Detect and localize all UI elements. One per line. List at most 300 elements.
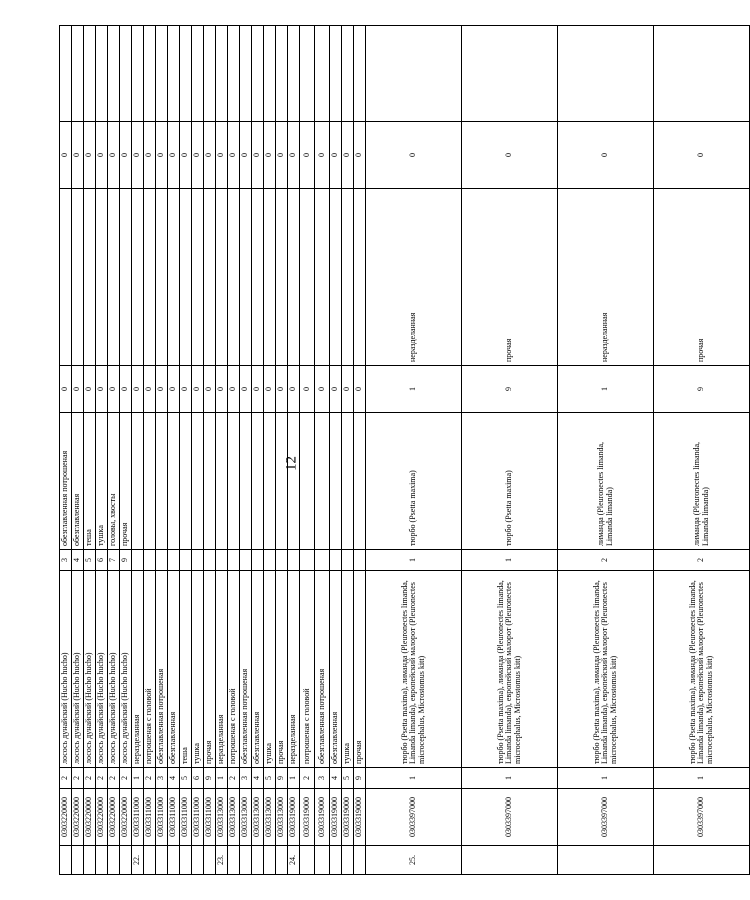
cell-d1: прочая	[276, 571, 288, 768]
cell-code: 0303220000	[120, 789, 132, 846]
cell-d3	[330, 189, 342, 366]
cell-empty	[654, 26, 750, 122]
table-row	[72, 26, 84, 875]
cell-num	[330, 846, 342, 875]
cell-v1: 0	[120, 366, 132, 413]
table-row	[366, 26, 462, 875]
cell-l2	[342, 550, 354, 571]
table-row	[96, 26, 108, 875]
cell-v2: 0	[558, 122, 654, 189]
cell-code: 0303220000	[96, 789, 108, 846]
cell-d2	[354, 413, 366, 550]
cell-num: 24.	[288, 846, 300, 875]
cell-d3: неразделанная	[558, 189, 654, 366]
cell-l1: 5	[264, 768, 276, 789]
cell-v1: 0	[240, 366, 252, 413]
cell-empty	[204, 26, 216, 122]
cell-l1: 3	[156, 768, 168, 789]
cell-empty	[240, 26, 252, 122]
cell-l1: 2	[72, 768, 84, 789]
cell-d3: прочая	[462, 189, 558, 366]
cell-l2	[315, 550, 330, 571]
cell-empty	[192, 26, 204, 122]
cell-code: 0303397000	[366, 789, 462, 846]
cell-d3	[120, 189, 132, 366]
cell-v1: 0	[60, 366, 72, 413]
cell-empty	[276, 26, 288, 122]
cell-code: 0303311000	[204, 789, 216, 846]
cell-d1: тюрбо (Psetta maxima), лиманда (Pleuronectes limanda, Limanda limanda), европейский малорот (Pleuronectes microcephalus, Microstomus kitt)	[462, 571, 558, 768]
table-row	[264, 26, 276, 875]
cell-d3	[252, 189, 264, 366]
table-row	[330, 26, 342, 875]
cell-num	[156, 846, 168, 875]
cell-l2	[276, 550, 288, 571]
cell-num	[84, 846, 96, 875]
cell-code: 0303311000	[156, 789, 168, 846]
table-row	[204, 26, 216, 875]
cell-d1: лосось дунайский (Hucho hucho)	[108, 571, 120, 768]
cell-empty	[144, 26, 156, 122]
cell-empty	[342, 26, 354, 122]
cell-code: 0303319000	[288, 789, 300, 846]
cell-v2: 0	[156, 122, 168, 189]
table-row	[132, 26, 144, 875]
cell-d1: лосось дунайский (Hucho hucho)	[60, 571, 72, 768]
cell-d2	[144, 413, 156, 550]
cell-d1: теша	[180, 571, 192, 768]
cell-num	[144, 846, 156, 875]
cell-l1: 2	[120, 768, 132, 789]
cell-d3	[72, 189, 84, 366]
cell-d3	[132, 189, 144, 366]
cell-code: 0303311000	[180, 789, 192, 846]
table-row	[558, 26, 654, 875]
cell-code: 0303319000	[342, 789, 354, 846]
cell-d2: тешa	[84, 413, 96, 550]
table-row	[108, 26, 120, 875]
cell-d2: прочая	[120, 413, 132, 550]
cell-l1: 2	[60, 768, 72, 789]
cell-v1: 0	[342, 366, 354, 413]
cell-l1: 2	[84, 768, 96, 789]
cell-v1: 9	[654, 366, 750, 413]
cell-d2: головы, хвосты	[108, 413, 120, 550]
table-row	[354, 26, 366, 875]
cell-v2: 0	[330, 122, 342, 189]
cell-d3	[96, 189, 108, 366]
cell-empty	[96, 26, 108, 122]
cell-code: 0303319000	[330, 789, 342, 846]
cell-d1: потрошеная с головой	[300, 571, 315, 768]
cell-l2: 2	[558, 550, 654, 571]
cell-code: 0303220000	[72, 789, 84, 846]
cell-num	[264, 846, 276, 875]
cell-l1: 4	[168, 768, 180, 789]
cell-num	[96, 846, 108, 875]
cell-l1: 2	[108, 768, 120, 789]
cell-v2: 0	[252, 122, 264, 189]
cell-empty	[315, 26, 330, 122]
cell-l1: 1	[216, 768, 228, 789]
cell-code: 0303319000	[300, 789, 315, 846]
table-row	[168, 26, 180, 875]
cell-d1: лосось дунайский (Hucho hucho)	[84, 571, 96, 768]
cell-d2: тюрбо (Psetta maxima)	[462, 413, 558, 550]
cell-l1: 1	[288, 768, 300, 789]
cell-l2	[240, 550, 252, 571]
cell-v2: 0	[342, 122, 354, 189]
cell-d1: лосось дунайский (Hucho hucho)	[120, 571, 132, 768]
cell-l2	[354, 550, 366, 571]
cell-l1: 9	[204, 768, 216, 789]
cell-l2: 9	[120, 550, 132, 571]
cell-num	[204, 846, 216, 875]
cell-d1: обезглавленная потрошеная	[240, 571, 252, 768]
cell-l1: 1	[558, 768, 654, 789]
cell-v2: 0	[216, 122, 228, 189]
cell-d1: лосось дунайский (Hucho hucho)	[72, 571, 84, 768]
cell-d1: обезглавленная потрошеная	[315, 571, 330, 768]
cell-d1: тушка	[192, 571, 204, 768]
cell-v1: 0	[180, 366, 192, 413]
cell-code: 0303397000	[462, 789, 558, 846]
cell-d3	[342, 189, 354, 366]
cell-v2: 0	[132, 122, 144, 189]
cell-d2: тюрбо (Psetta maxima)	[366, 413, 462, 550]
cell-v1: 0	[330, 366, 342, 413]
cell-d1: лосось дунайский (Hucho hucho)	[96, 571, 108, 768]
cell-l2	[132, 550, 144, 571]
cell-empty	[558, 26, 654, 122]
cell-d2	[168, 413, 180, 550]
cell-empty	[132, 26, 144, 122]
table-row	[252, 26, 264, 875]
table-row	[180, 26, 192, 875]
cell-v2: 0	[144, 122, 156, 189]
page-number: 12	[283, 456, 300, 471]
cell-v2: 0	[300, 122, 315, 189]
cell-d3	[108, 189, 120, 366]
cell-v1: 0	[216, 366, 228, 413]
cell-num	[354, 846, 366, 875]
cell-d1: неразделанная	[288, 571, 300, 768]
cell-v2: 0	[72, 122, 84, 189]
cell-v1: 1	[558, 366, 654, 413]
cell-d1: неразделанная	[216, 571, 228, 768]
table-row	[342, 26, 354, 875]
cell-empty	[330, 26, 342, 122]
cell-num	[120, 846, 132, 875]
table-row	[60, 26, 72, 875]
cell-d3	[315, 189, 330, 366]
table-row	[84, 26, 96, 875]
cell-v1: 0	[354, 366, 366, 413]
cell-d3	[354, 189, 366, 366]
cell-v2: 0	[192, 122, 204, 189]
cell-l2	[330, 550, 342, 571]
cell-code: 0303313000	[240, 789, 252, 846]
cell-l2	[288, 550, 300, 571]
cell-code: 0303313000	[252, 789, 264, 846]
cell-l2	[144, 550, 156, 571]
table-row	[654, 26, 750, 875]
cell-v1: 1	[366, 366, 462, 413]
cell-d1: потрошеная с головой	[228, 571, 240, 768]
cell-v2: 0	[288, 122, 300, 189]
cell-d2	[156, 413, 168, 550]
cell-empty	[84, 26, 96, 122]
cell-d3	[204, 189, 216, 366]
cell-code: 0303313000	[264, 789, 276, 846]
cell-d1: прочая	[354, 571, 366, 768]
cell-code: 0303397000	[558, 789, 654, 846]
cell-code: 0303313000	[216, 789, 228, 846]
cell-d1: прочая	[204, 571, 216, 768]
cell-v1: 0	[252, 366, 264, 413]
cell-empty	[108, 26, 120, 122]
cell-l1: 2	[300, 768, 315, 789]
cell-code: 0303220000	[60, 789, 72, 846]
cell-v1: 0	[144, 366, 156, 413]
cell-code: 0303311000	[168, 789, 180, 846]
cell-v2: 0	[462, 122, 558, 189]
cell-num: 22.	[132, 846, 144, 875]
cell-d3	[180, 189, 192, 366]
cell-num	[276, 846, 288, 875]
cell-v2: 0	[84, 122, 96, 189]
cell-l1: 3	[315, 768, 330, 789]
cell-empty	[264, 26, 276, 122]
cell-empty	[366, 26, 462, 122]
table-row	[240, 26, 252, 875]
cell-num: 23.	[216, 846, 228, 875]
cell-l2	[180, 550, 192, 571]
cell-l1: 2	[228, 768, 240, 789]
cell-v1: 0	[132, 366, 144, 413]
cell-l1: 1	[132, 768, 144, 789]
cell-d3: неразделанная	[366, 189, 462, 366]
cell-v2: 0	[315, 122, 330, 189]
cell-v2: 0	[204, 122, 216, 189]
cell-d3	[228, 189, 240, 366]
cell-code: 0303311000	[132, 789, 144, 846]
cell-d1: тюрбо (Psetta maxima), лиманда (Pleuronectes limanda, Limanda limanda), европейский малорот (Pleuronectes microcephalus, Microstomus kitt)	[558, 571, 654, 768]
cell-num	[240, 846, 252, 875]
cell-l1: 1	[654, 768, 750, 789]
cell-v2: 0	[366, 122, 462, 189]
product-code-table	[59, 25, 750, 875]
cell-v1: 0	[228, 366, 240, 413]
cell-v1: 0	[84, 366, 96, 413]
table-row	[156, 26, 168, 875]
cell-num	[315, 846, 330, 875]
cell-l2: 1	[462, 550, 558, 571]
cell-d1: обезглавленная	[168, 571, 180, 768]
cell-d1: тушка	[342, 571, 354, 768]
cell-l2: 7	[108, 550, 120, 571]
table-row	[315, 26, 330, 875]
cell-l2	[264, 550, 276, 571]
cell-num	[72, 846, 84, 875]
cell-d3	[216, 189, 228, 366]
cell-d2	[204, 413, 216, 550]
cell-d2	[240, 413, 252, 550]
cell-d2	[264, 413, 276, 550]
cell-num: 25.	[366, 846, 462, 875]
cell-l1: 1	[462, 768, 558, 789]
cell-v1: 0	[300, 366, 315, 413]
cell-v2: 0	[60, 122, 72, 189]
cell-num	[462, 846, 558, 875]
cell-l2: 4	[72, 550, 84, 571]
cell-d1: потрошеная с головой	[144, 571, 156, 768]
cell-d2	[216, 413, 228, 550]
cell-d1: неразделанная	[132, 571, 144, 768]
cell-l2: 3	[60, 550, 72, 571]
table-row	[300, 26, 315, 875]
cell-d2	[180, 413, 192, 550]
cell-d2	[276, 413, 288, 550]
cell-num	[192, 846, 204, 875]
cell-v2: 0	[228, 122, 240, 189]
table-row	[228, 26, 240, 875]
cell-d1: обезглавленная	[330, 571, 342, 768]
cell-v1: 0	[72, 366, 84, 413]
cell-code: 0303313000	[276, 789, 288, 846]
cell-l1: 2	[144, 768, 156, 789]
cell-code: 0303220000	[84, 789, 96, 846]
cell-d1: обезглавленная	[252, 571, 264, 768]
cell-v2: 0	[96, 122, 108, 189]
cell-num	[108, 846, 120, 875]
cell-l2: 2	[654, 550, 750, 571]
cell-d2	[330, 413, 342, 550]
cell-code: 0303311000	[192, 789, 204, 846]
cell-v1: 0	[168, 366, 180, 413]
cell-d1: обезглавленная потрошеная	[156, 571, 168, 768]
cell-empty	[180, 26, 192, 122]
cell-l1: 9	[354, 768, 366, 789]
cell-d3	[300, 189, 315, 366]
cell-empty	[252, 26, 264, 122]
cell-d2: обезглавленная	[72, 413, 84, 550]
cell-l2	[192, 550, 204, 571]
cell-l1: 1	[366, 768, 462, 789]
table-row	[192, 26, 204, 875]
cell-l2: 5	[84, 550, 96, 571]
cell-d3: прочая	[654, 189, 750, 366]
cell-d2	[342, 413, 354, 550]
cell-d2: лиманда (Pleuronectes limanda, Limanda limanda)	[558, 413, 654, 550]
cell-v2: 0	[654, 122, 750, 189]
cell-d1: тюрбо (Psetta maxima), лиманда (Pleuronectes limanda, Limanda limanda), европейский малорот (Pleuronectes microcephalus, Microstomus kitt)	[654, 571, 750, 768]
cell-v1: 0	[96, 366, 108, 413]
cell-v1: 0	[264, 366, 276, 413]
cell-d3	[60, 189, 72, 366]
cell-v1: 0	[288, 366, 300, 413]
table-row	[216, 26, 228, 875]
rotated-table-container	[59, 25, 714, 875]
cell-v1: 0	[192, 366, 204, 413]
cell-v2: 0	[264, 122, 276, 189]
cell-empty	[228, 26, 240, 122]
table-row	[144, 26, 156, 875]
cell-num	[228, 846, 240, 875]
cell-d1: тюрбо (Psetta maxima), лиманда (Pleuronectes limanda, Limanda limanda), европейский малорот (Pleuronectes microcephalus, Microstomus kitt)	[366, 571, 462, 768]
cell-num	[252, 846, 264, 875]
cell-empty	[156, 26, 168, 122]
cell-v1: 0	[276, 366, 288, 413]
cell-code: 0303313000	[228, 789, 240, 846]
cell-l1: 3	[240, 768, 252, 789]
cell-d3	[276, 189, 288, 366]
cell-v1: 0	[204, 366, 216, 413]
cell-v1: 0	[315, 366, 330, 413]
cell-empty	[60, 26, 72, 122]
cell-d3	[288, 189, 300, 366]
cell-v2: 0	[108, 122, 120, 189]
cell-d1: тушка	[264, 571, 276, 768]
cell-empty	[288, 26, 300, 122]
cell-v1: 0	[156, 366, 168, 413]
cell-l2	[252, 550, 264, 571]
cell-d2	[300, 413, 315, 550]
cell-v2: 0	[276, 122, 288, 189]
table-row	[120, 26, 132, 875]
cell-d3	[84, 189, 96, 366]
cell-empty	[120, 26, 132, 122]
cell-l2	[300, 550, 315, 571]
cell-empty	[300, 26, 315, 122]
cell-num	[342, 846, 354, 875]
cell-num	[300, 846, 315, 875]
cell-code: 0303311000	[144, 789, 156, 846]
cell-d2	[228, 413, 240, 550]
cell-l2: 6	[96, 550, 108, 571]
table-row	[462, 26, 558, 875]
cell-d2	[315, 413, 330, 550]
table-row	[276, 26, 288, 875]
cell-num	[180, 846, 192, 875]
cell-v2: 0	[120, 122, 132, 189]
cell-d2	[288, 413, 300, 550]
cell-num	[168, 846, 180, 875]
cell-num	[654, 846, 750, 875]
cell-l1: 9	[276, 768, 288, 789]
cell-empty	[168, 26, 180, 122]
cell-d2	[132, 413, 144, 550]
cell-v1: 9	[462, 366, 558, 413]
cell-v1: 0	[108, 366, 120, 413]
cell-d3	[156, 189, 168, 366]
cell-empty	[216, 26, 228, 122]
cell-l1: 4	[330, 768, 342, 789]
cell-l2	[216, 550, 228, 571]
cell-v2: 0	[180, 122, 192, 189]
cell-v2: 0	[240, 122, 252, 189]
cell-code: 0303319000	[354, 789, 366, 846]
cell-l1: 2	[96, 768, 108, 789]
cell-d3	[168, 189, 180, 366]
table-row	[288, 26, 300, 875]
cell-d3	[264, 189, 276, 366]
cell-empty	[462, 26, 558, 122]
cell-code: 0303319000	[315, 789, 330, 846]
table-body	[60, 26, 750, 875]
cell-num	[558, 846, 654, 875]
cell-l1: 5	[342, 768, 354, 789]
